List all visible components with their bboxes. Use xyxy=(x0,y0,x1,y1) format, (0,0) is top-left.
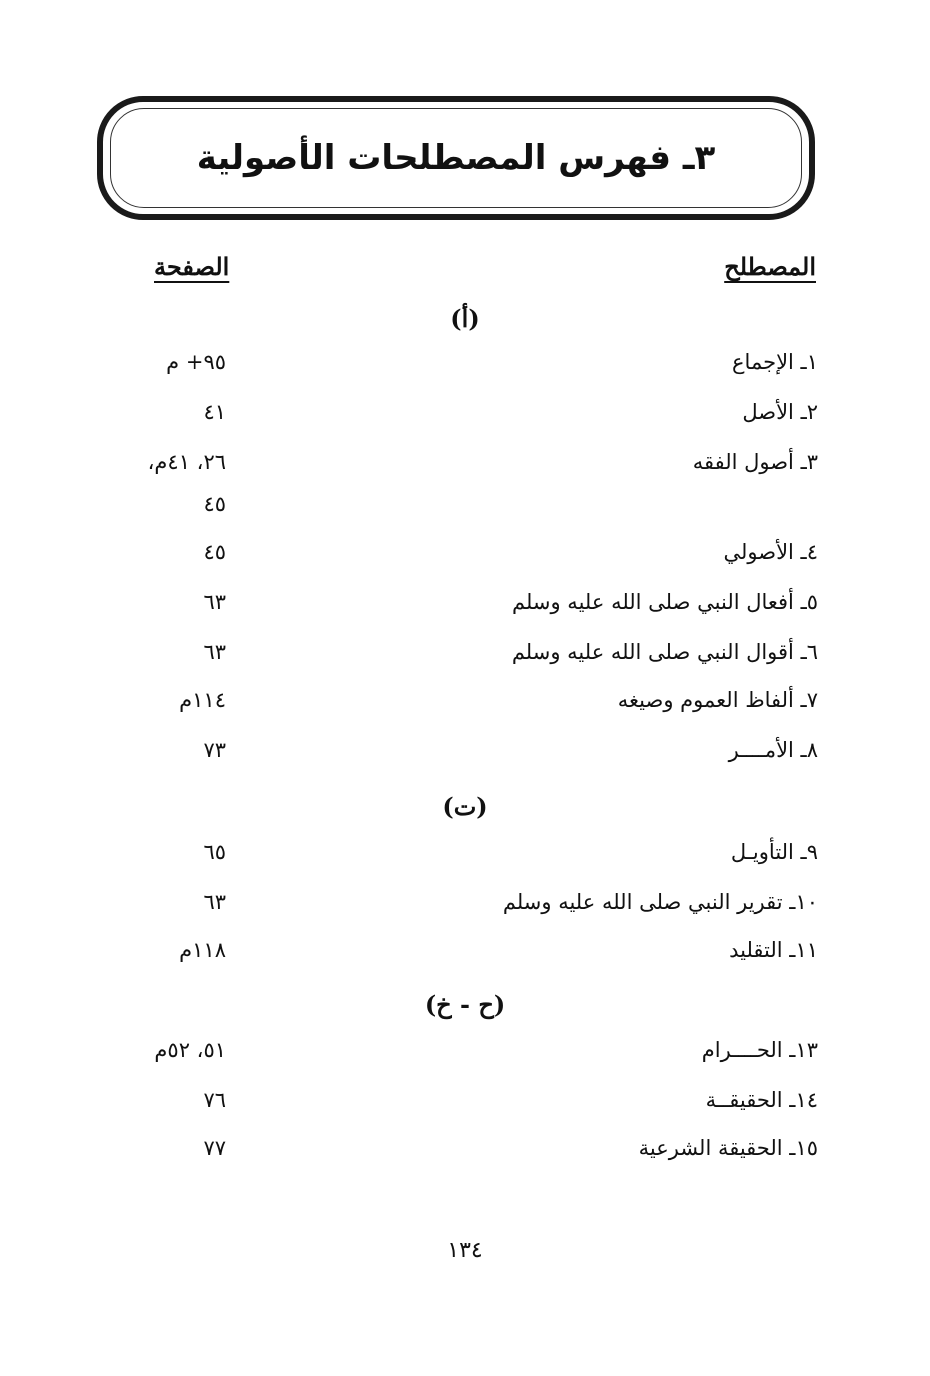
index-entry xyxy=(0,450,930,490)
index-entry xyxy=(0,640,930,680)
entry-page: ٦٥ xyxy=(203,840,226,864)
index-entry xyxy=(0,350,930,390)
index-entry xyxy=(0,738,930,778)
entry-page: ٦٣ xyxy=(203,640,226,664)
column-header-term: المصطلح xyxy=(724,252,816,281)
entry-term: ٢ـ الأصل xyxy=(742,400,818,424)
index-entry xyxy=(0,590,930,630)
index-entry xyxy=(0,938,930,978)
column-header-page: الصفحة xyxy=(154,252,230,281)
entry-term: ٧ـ ألفاظ العموم وصيغه xyxy=(617,688,818,712)
section-letter: (ت) xyxy=(442,792,488,821)
index-entry xyxy=(0,1136,930,1176)
entry-term: ١٣ـ الحــــرام xyxy=(701,1038,818,1062)
entry-page: ٤٥ xyxy=(203,540,226,564)
entry-term: ١ـ الإجماع xyxy=(732,350,818,374)
entry-page: ٦٣ xyxy=(203,590,226,614)
entry-term: ٣ـ أصول الفقه xyxy=(692,450,818,474)
index-entry xyxy=(0,840,930,880)
entry-page: ٤٥ xyxy=(203,492,226,516)
entry-page: ٤١ xyxy=(203,400,226,424)
entry-page: ١١٤م xyxy=(179,688,226,712)
section-letter: (ح - خ) xyxy=(424,990,506,1019)
entry-page: ١١٨م xyxy=(179,938,226,962)
entry-page: ٧٧ xyxy=(203,1136,226,1160)
page-title: ٣ـ فهرس المصطلحات الأصولية xyxy=(196,138,716,178)
index-entry xyxy=(0,400,930,440)
entry-term: ٤ـ الأصولي xyxy=(723,540,818,564)
entry-page: ٧٣ xyxy=(203,738,226,762)
entry-term: ٨ـ الأمــــر xyxy=(728,738,818,762)
index-entry xyxy=(0,688,930,728)
entry-term: ١١ـ التقليد xyxy=(729,938,818,962)
entry-page: ٩٥+ م xyxy=(166,350,226,374)
entry-term: ٩ـ التأويـل xyxy=(730,840,818,864)
entry-page: ٥١، ٥٢م xyxy=(154,1038,226,1062)
index-entry xyxy=(0,890,930,930)
entry-term: ١٠ـ تقرير النبي صلى الله عليه وسلم xyxy=(502,890,818,914)
index-entry xyxy=(0,1088,930,1128)
entry-term: ١٥ـ الحقيقة الشرعية xyxy=(638,1136,818,1160)
index-entry xyxy=(0,540,930,580)
entry-page: ٧٦ xyxy=(203,1088,226,1112)
entry-page: ٦٣ xyxy=(203,890,226,914)
index-entry xyxy=(0,1038,930,1078)
entry-term: ٦ـ أقوال النبي صلى الله عليه وسلم xyxy=(511,640,818,664)
index-entry xyxy=(0,492,930,532)
entry-page: ٢٦، ٤١م، xyxy=(147,450,226,474)
entry-term: ١٤ـ الحقيقــة xyxy=(705,1088,818,1112)
page-number: ١٣٤ xyxy=(447,1238,483,1263)
section-letter: (أ) xyxy=(450,304,480,333)
entry-term: ٥ـ أفعال النبي صلى الله عليه وسلم xyxy=(511,590,818,614)
